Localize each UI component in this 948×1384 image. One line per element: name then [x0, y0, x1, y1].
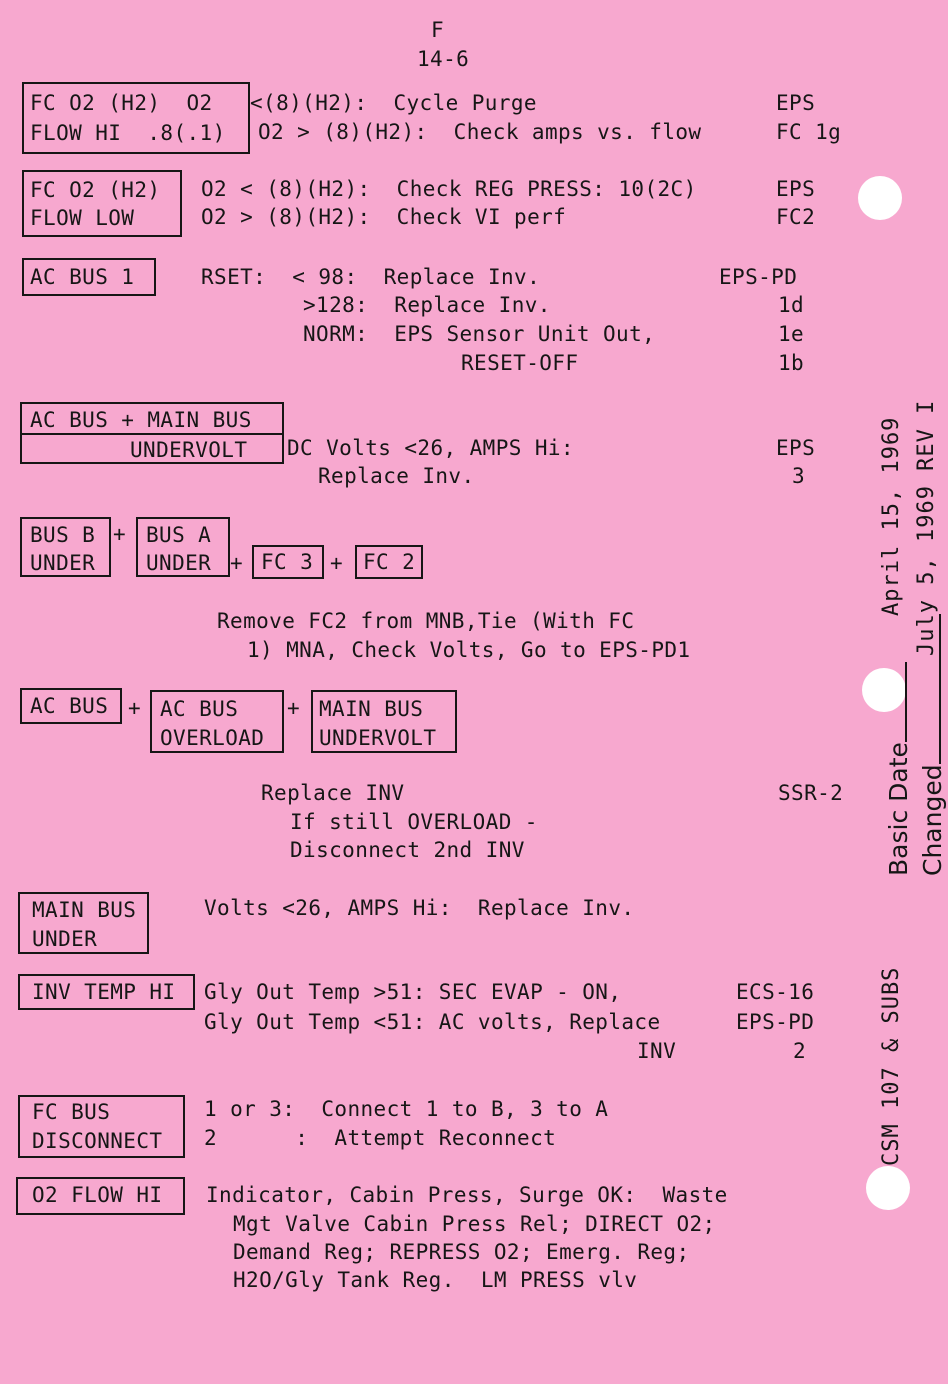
box-line: OVERLOAD: [160, 726, 265, 750]
fc-bus-disconnect-box: [18, 1095, 185, 1158]
instruction-line: Demand Reg; REPRESS O2; Emerg. Reg;: [233, 1240, 690, 1264]
box-line: FLOW HI .8(.1): [30, 121, 226, 145]
plus-sign: +: [113, 522, 127, 546]
instruction-line: Replace INV: [261, 781, 405, 805]
reference: 1b: [778, 351, 805, 375]
reference: EPS-PD: [719, 265, 798, 289]
box-line: UNDER: [146, 551, 212, 575]
reference: FC2: [776, 205, 816, 229]
box-line: AC BUS + MAIN BUS: [30, 408, 252, 432]
changed-text: Changed: [918, 764, 947, 876]
box-line: AC BUS: [30, 694, 109, 718]
ac-bus-main-bus-undervolt-box: [20, 402, 284, 464]
box-line: AC BUS 1: [30, 265, 135, 289]
box-line: AC BUS: [160, 697, 239, 721]
instruction-line: O2 > (8)(H2): Check amps vs. flow: [258, 120, 702, 144]
box-line: FC 2: [363, 550, 416, 574]
fc-2-box: [355, 545, 423, 579]
main-bus-undervolt-box: [311, 690, 457, 753]
reference: EPS: [776, 91, 816, 115]
reference: ECS-16: [736, 980, 815, 1004]
instruction-line: H2O/Gly Tank Reg. LM PRESS vlv: [233, 1268, 638, 1292]
ac-bus-overload-box: [150, 690, 284, 753]
box-line: FC O2 (H2): [30, 178, 161, 202]
instruction-line: Volts <26, AMPS Hi: Replace Inv.: [204, 896, 635, 920]
box-line: INV TEMP HI: [32, 980, 176, 1004]
box-line: DISCONNECT: [32, 1129, 163, 1153]
instruction-line: NORM: EPS Sensor Unit Out,: [303, 322, 656, 346]
instruction-line: RESET-OFF: [461, 351, 579, 375]
box-line: UNDER: [32, 927, 98, 951]
box-line: UNDERVOLT: [319, 726, 437, 750]
main-bus-under-box: [18, 892, 149, 954]
box-line: FC O2 (H2) O2: [30, 91, 213, 115]
basic-date-label: [884, 662, 913, 876]
box-line: BUS B: [30, 523, 96, 547]
basic-date-underline: [885, 662, 907, 742]
reference: SSR-2: [778, 781, 844, 805]
reference: EPS: [776, 436, 816, 460]
reference: 1e: [778, 322, 805, 346]
instruction-line: <(8)(H2): Cycle Purge: [250, 91, 537, 115]
basic-date-value: April 15, 1969: [879, 416, 904, 616]
instruction-line: 1 or 3: Connect 1 to B, 3 to A: [204, 1097, 609, 1121]
instruction-line: >128: Replace Inv.: [303, 293, 551, 317]
fc-o2-flow-hi-box: [22, 82, 250, 154]
instruction-line: Mgt Valve Cabin Press Rel; DIRECT O2;: [233, 1212, 716, 1236]
box-line: FLOW LOW: [30, 206, 135, 230]
box-line: MAIN BUS: [319, 697, 424, 721]
instruction-line: DC Volts <26, AMPS Hi:: [287, 436, 574, 460]
basic-date-text: Basic Date: [884, 742, 913, 876]
plus-sign: +: [330, 551, 344, 575]
binder-hole: [858, 176, 902, 220]
box-line: FC 3: [261, 550, 314, 574]
changed-date-value: July 5, 1969 REV I: [914, 399, 939, 656]
ac-bus-box: [20, 688, 122, 724]
box-line: FC BUS: [32, 1100, 111, 1124]
inv-temp-hi-box: [18, 974, 195, 1010]
box-line: UNDERVOLT: [130, 438, 248, 462]
ac-bus-1-box: [22, 258, 156, 296]
instruction-line: Disconnect 2nd INV: [290, 838, 525, 862]
fc-3-box: [252, 545, 324, 579]
instruction-line: RSET: < 98: Replace Inv.: [201, 265, 541, 289]
bus-a-under-box: [136, 517, 230, 577]
instruction-line: Gly Out Temp <51: AC volts, Replace: [204, 1010, 661, 1034]
instruction-line: O2 < (8)(H2): Check REG PRESS: 10(2C): [201, 177, 697, 201]
fc-o2-flow-low-box: [22, 170, 182, 237]
instruction-line: Remove FC2 from MNB,Tie (With FC: [217, 609, 635, 633]
plus-sign: +: [287, 696, 301, 720]
instruction-line: Indicator, Cabin Press, Surge OK: Waste: [206, 1183, 728, 1207]
box-line: MAIN BUS: [32, 898, 137, 922]
reference: 1d: [778, 293, 805, 317]
reference: EPS: [776, 177, 816, 201]
changed-label: [918, 614, 947, 876]
reference: 2: [793, 1039, 807, 1063]
plus-sign: +: [128, 696, 142, 720]
instruction-line: 1) MNA, Check Volts, Go to EPS-PD1: [247, 638, 691, 662]
reference: EPS-PD: [736, 1010, 815, 1034]
page-number: 14-6: [417, 47, 470, 71]
csm-label: CSM 107 & SUBS: [879, 966, 904, 1166]
reference: FC 1g: [776, 120, 842, 144]
instruction-line: 2 : Attempt Reconnect: [204, 1126, 557, 1150]
instruction-line: Gly Out Temp >51: SEC EVAP - ON,: [204, 980, 622, 1004]
section-letter: F: [431, 18, 445, 42]
bus-b-under-box: [20, 517, 111, 577]
o2-flow-hi-box: [16, 1177, 185, 1215]
instruction-line: O2 > (8)(H2): Check VI perf: [201, 205, 567, 229]
instruction-line: Replace Inv.: [318, 464, 475, 488]
binder-hole: [866, 1166, 910, 1210]
box-line: BUS A: [146, 523, 212, 547]
instruction-line: If still OVERLOAD -: [290, 810, 538, 834]
box-line: O2 FLOW HI: [32, 1183, 163, 1207]
box-line: UNDER: [30, 551, 96, 575]
plus-sign: +: [230, 551, 244, 575]
reference: 3: [792, 464, 806, 488]
changed-underline: [919, 614, 941, 764]
instruction-line: INV: [637, 1039, 677, 1063]
